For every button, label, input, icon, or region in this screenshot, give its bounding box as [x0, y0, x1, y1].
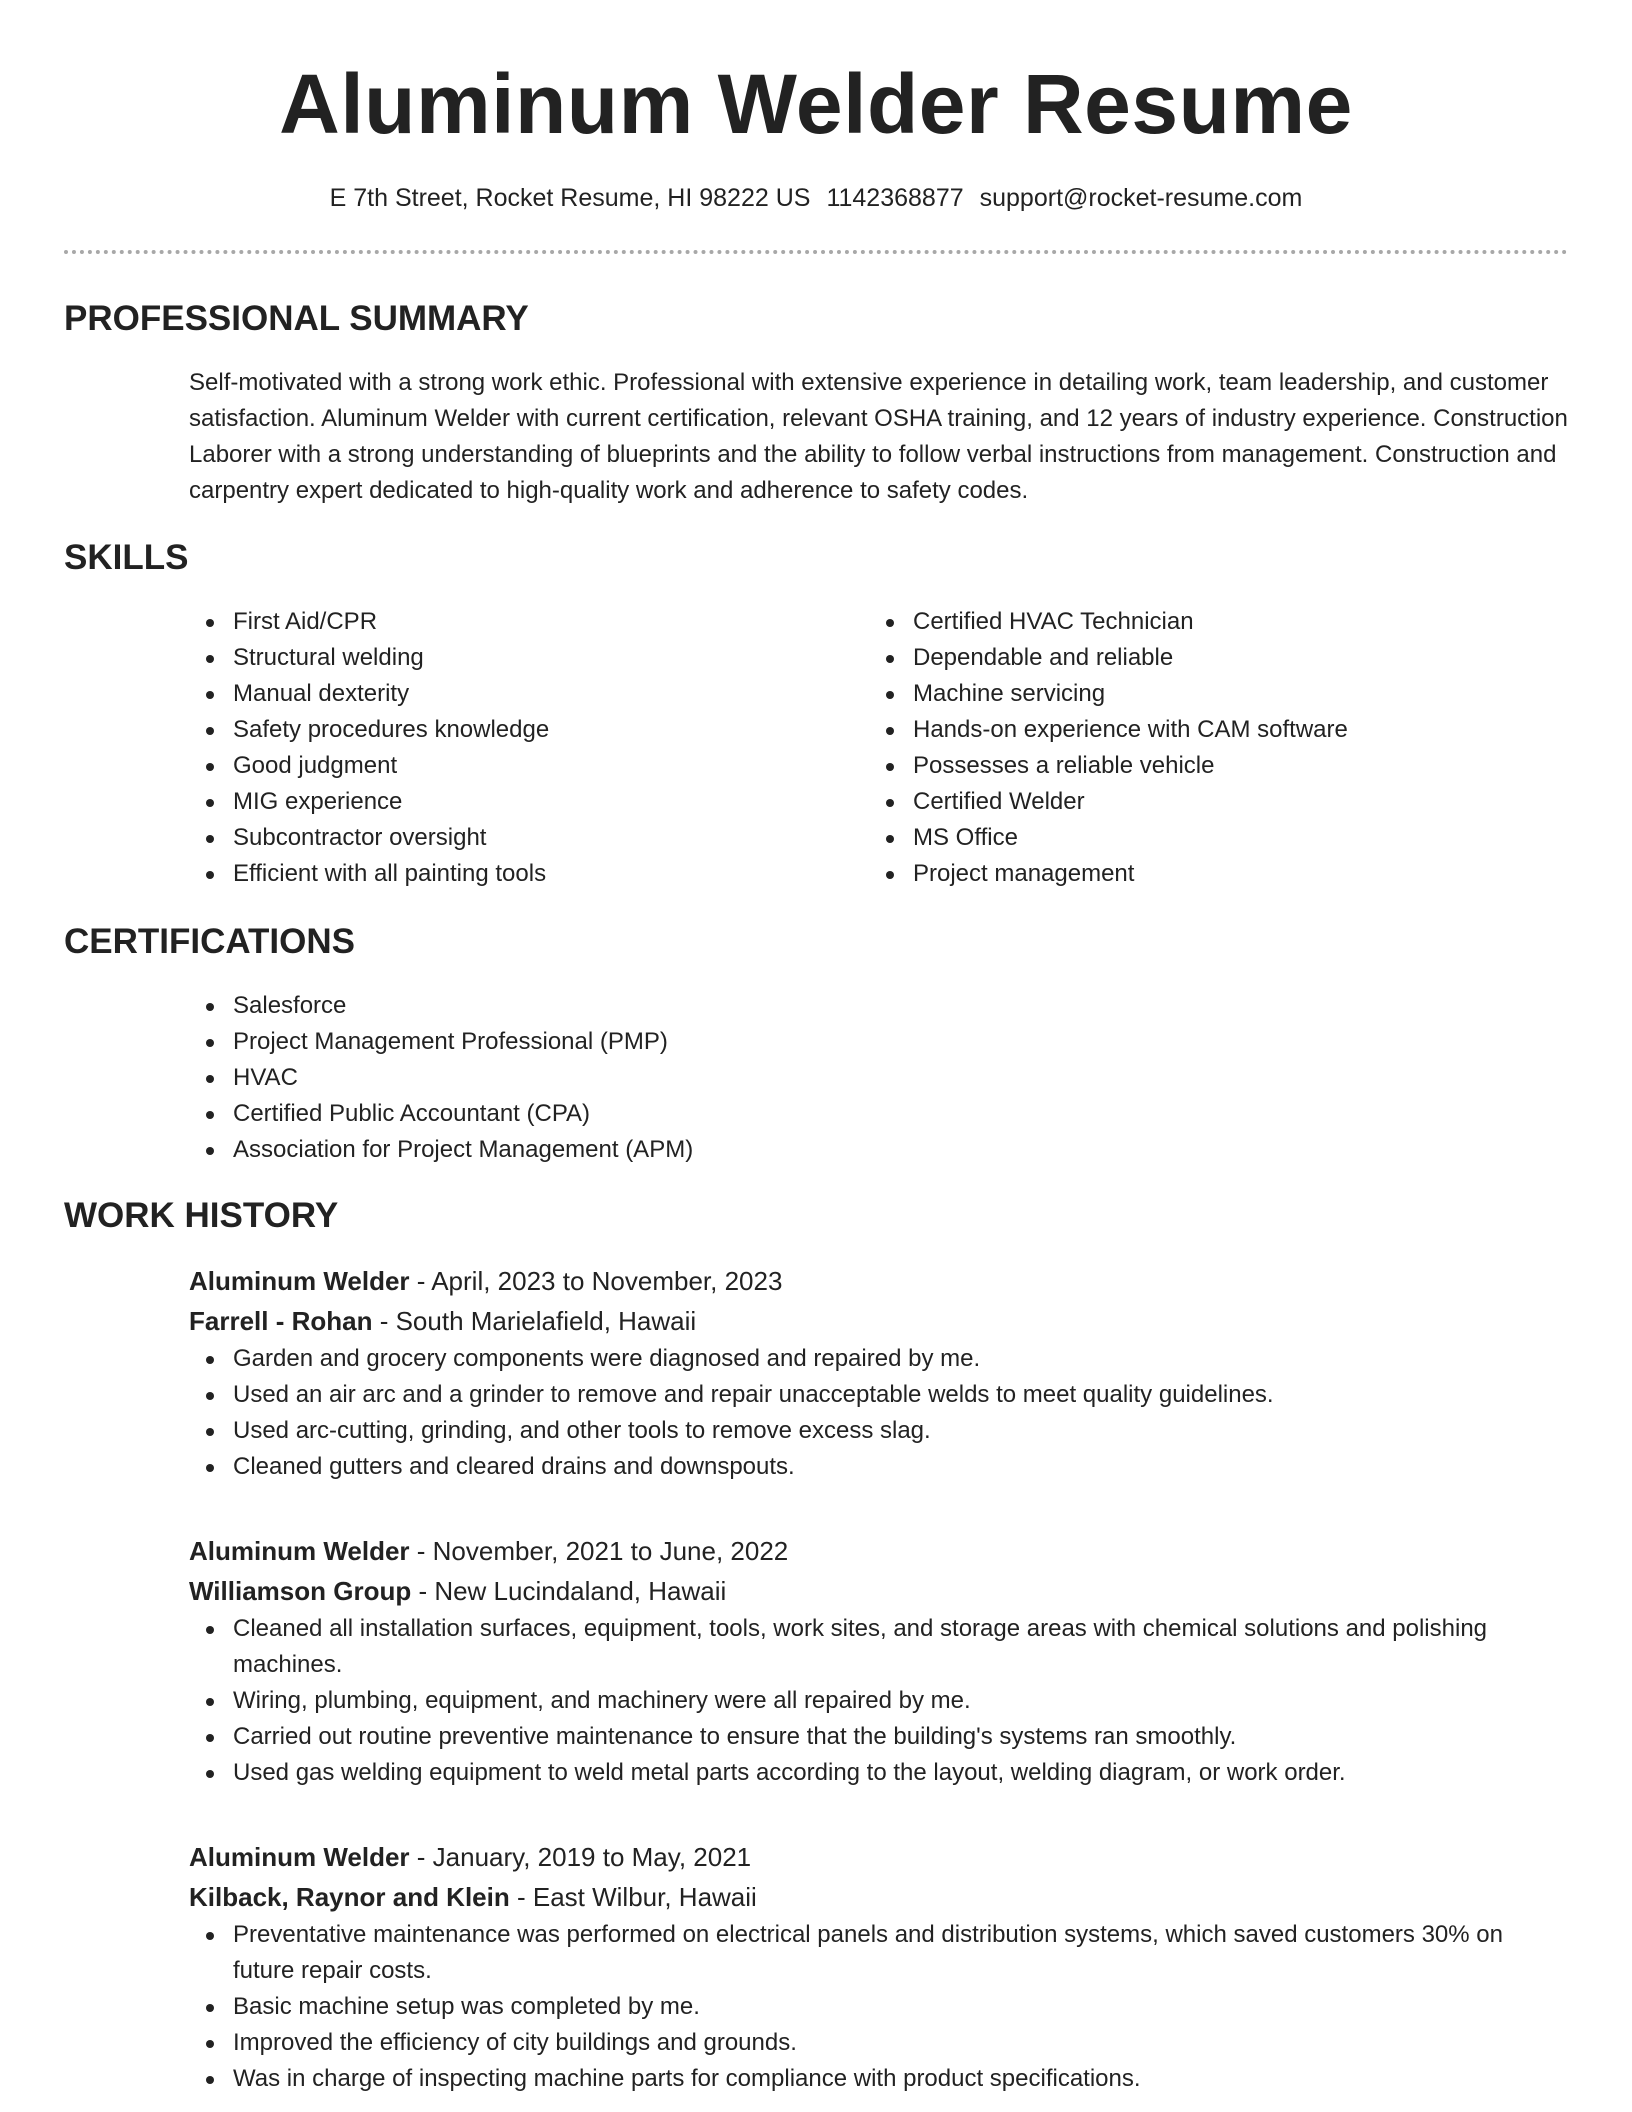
list-item: Project Management Professional (PMP): [189, 1024, 1569, 1060]
list-item: MS Office: [869, 820, 1529, 856]
list-item: First Aid/CPR: [189, 604, 849, 640]
job-entry: [189, 1531, 1569, 1791]
job-dates: - November, 2021 to June, 2022: [409, 1536, 789, 1566]
list-item: Certified Public Accountant (CPA): [189, 1096, 1569, 1132]
skills-column-right: [869, 604, 1529, 892]
job-role: Aluminum Welder: [189, 1266, 410, 1296]
job-company-line: [189, 1877, 1569, 1917]
skills-list-left: [189, 604, 849, 892]
list-item: Improved the efficiency of city buildings and grounds.: [189, 2025, 1569, 2061]
section-title-skills: SKILLS: [64, 538, 189, 577]
resume-title: Aluminum Welder Resume: [279, 57, 1353, 151]
job-company: Kilback, Raynor and Klein: [189, 1882, 510, 1912]
job-bullets: [189, 1341, 1569, 1485]
job-role: Aluminum Welder: [189, 1842, 410, 1872]
contact-phone: 1142368877: [826, 184, 964, 212]
job-title-line: [189, 1261, 1569, 1301]
job-location: - East Wilbur, Hawaii: [509, 1882, 757, 1912]
section-title-certifications: CERTIFICATIONS: [64, 922, 356, 961]
list-item: Hands-on experience with CAM software: [869, 712, 1529, 748]
job-company-line: [189, 1301, 1569, 1341]
list-item: HVAC: [189, 1060, 1569, 1096]
list-item: Salesforce: [189, 988, 1569, 1024]
contact-email: support@rocket-resume.com: [979, 184, 1303, 212]
list-item: Used an air arc and a grinder to remove and repair unacceptable welds to meet quality guidelines.: [189, 1377, 1569, 1413]
job-company: Williamson Group: [189, 1576, 412, 1606]
job-company-line: [189, 1571, 1569, 1611]
job-company: Farrell - Rohan: [189, 1306, 373, 1336]
job-title-line: [189, 1531, 1569, 1571]
list-item: MIG experience: [189, 784, 849, 820]
list-item: Machine servicing: [869, 676, 1529, 712]
list-item: Dependable and reliable: [869, 640, 1529, 676]
list-item: Wiring, plumbing, equipment, and machinery were all repaired by me.: [189, 1683, 1569, 1719]
list-item: Used arc-cutting, grinding, and other tools to remove excess slag.: [189, 1413, 1569, 1449]
job-entry: [189, 1837, 1569, 2097]
job-location: - New Lucindaland, Hawaii: [411, 1576, 727, 1606]
job-title-line: [189, 1837, 1569, 1877]
header-divider: [64, 250, 1568, 254]
list-item: Cleaned all installation surfaces, equipment, tools, work sites, and storage areas with chemical solutions and polishing machines.: [189, 1611, 1569, 1683]
skills-list-right: [869, 604, 1529, 892]
list-item: Preventative maintenance was performed on electrical panels and distribution systems, which saved customers 30% on future repair costs.: [189, 1917, 1569, 1989]
job-location: - South Marielafield, Hawaii: [372, 1306, 697, 1336]
list-item: Structural welding: [189, 640, 849, 676]
job-bullets: [189, 1917, 1569, 2097]
section-title-work-history: WORK HISTORY: [64, 1196, 339, 1235]
list-item: Project management: [869, 856, 1529, 892]
list-item: Was in charge of inspecting machine parts for compliance with product specifications.: [189, 2061, 1569, 2097]
list-item: Used gas welding equipment to weld metal parts according to the layout, welding diagram, or work order.: [189, 1755, 1569, 1791]
list-item: Basic machine setup was completed by me.: [189, 1989, 1569, 2025]
certifications-block: [189, 988, 1569, 1168]
summary-text: Self-motivated with a strong work ethic. Professional with extensive experience in detailing work, team leadership, and customer satisfaction. Aluminum Welder with current certification, relevant OSHA training, and 12 years of industry experience. Construction Laborer with a strong understanding of blueprints and the ability to follow verbal instructions from management. Construction and carpentry expert dedicated to high-quality work and adherence to safety codes.: [189, 369, 1568, 504]
list-item: Good judgment: [189, 748, 849, 784]
list-item: Possesses a reliable vehicle: [869, 748, 1529, 784]
job-bullets: [189, 1611, 1569, 1791]
certifications-list: [189, 988, 1569, 1168]
list-item: Association for Project Management (APM): [189, 1132, 1569, 1168]
contact-line: [0, 180, 1632, 216]
contact-address: E 7th Street, Rocket Resume, HI 98222 US: [329, 184, 811, 212]
section-title-summary: PROFESSIONAL SUMMARY: [64, 299, 529, 338]
list-item: Subcontractor oversight: [189, 820, 849, 856]
list-item: Safety procedures knowledge: [189, 712, 849, 748]
skills-column-left: [189, 604, 849, 892]
list-item: Carried out routine preventive maintenance to ensure that the building's systems ran smoothly.: [189, 1719, 1569, 1755]
list-item: Efficient with all painting tools: [189, 856, 849, 892]
list-item: Certified HVAC Technician: [869, 604, 1529, 640]
list-item: Cleaned gutters and cleared drains and downspouts.: [189, 1449, 1569, 1485]
job-dates: - January, 2019 to May, 2021: [409, 1842, 752, 1872]
job-role: Aluminum Welder: [189, 1536, 410, 1566]
list-item: Garden and grocery components were diagnosed and repaired by me.: [189, 1341, 1569, 1377]
list-item: Certified Welder: [869, 784, 1529, 820]
job-entry: [189, 1261, 1569, 1485]
list-item: Manual dexterity: [189, 676, 849, 712]
job-dates: - April, 2023 to November, 2023: [409, 1266, 783, 1296]
